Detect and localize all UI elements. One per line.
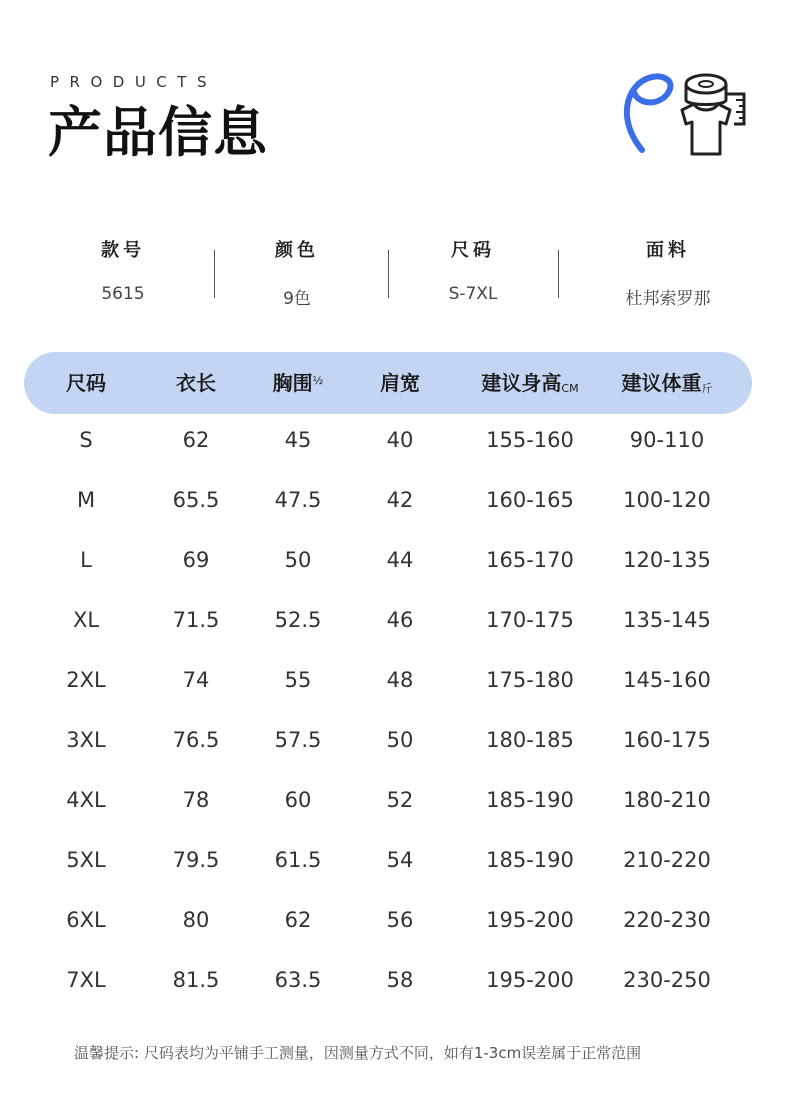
info-fabric <box>583 236 753 309</box>
table-cell: 69 <box>182 548 210 572</box>
info-label: 颜色 <box>275 240 319 261</box>
tshirt-measuring-tape-icon <box>620 66 752 162</box>
table-cell: 100-120 <box>623 488 711 512</box>
table-row <box>0 590 790 650</box>
info-label: 尺码 <box>451 240 495 261</box>
info-value: S-7XL <box>448 284 498 304</box>
table-cell: 62 <box>182 428 210 452</box>
table-cell: 47.5 <box>274 488 322 512</box>
table-cell: 2XL <box>66 668 106 692</box>
table-row <box>0 710 790 770</box>
table-cell: 65.5 <box>172 488 220 512</box>
table-cell: 44 <box>386 548 414 572</box>
table-cell: 46 <box>386 608 414 632</box>
column-header-unit: ½ <box>312 374 324 387</box>
table-cell: 195-200 <box>486 908 574 932</box>
info-label: 款号 <box>101 240 145 261</box>
table-cell: XL <box>72 608 100 632</box>
table-cell: 3XL <box>66 728 106 752</box>
table-cell: 57.5 <box>274 728 322 752</box>
table-cell: 185-190 <box>486 788 574 812</box>
table-cell: 71.5 <box>172 608 220 632</box>
column-header <box>622 352 713 414</box>
column-header-label: 肩宽 <box>380 371 420 395</box>
table-cell: 145-160 <box>623 668 711 692</box>
table-cell: 56 <box>386 908 414 932</box>
table-cell: 45 <box>284 428 312 452</box>
column-header <box>66 352 106 414</box>
column-header-unit: 斤 <box>701 382 713 395</box>
table-cell: S <box>79 428 93 452</box>
product-info <box>0 236 790 309</box>
table-cell: 120-135 <box>623 548 711 572</box>
info-value: 9色 <box>283 289 311 309</box>
table-cell: M <box>76 488 96 512</box>
table-cell: 6XL <box>66 908 106 932</box>
table-cell: 79.5 <box>172 848 220 872</box>
size-table-header-cells <box>0 352 790 414</box>
table-cell: 50 <box>386 728 414 752</box>
table-row <box>0 530 790 590</box>
column-header <box>481 352 578 414</box>
table-cell: L <box>80 548 92 572</box>
table-cell: 160-165 <box>486 488 574 512</box>
info-value: 5615 <box>101 284 145 304</box>
table-cell: 48 <box>386 668 414 692</box>
table-cell: 180-185 <box>486 728 574 752</box>
table-row <box>0 950 790 1010</box>
table-cell: 42 <box>386 488 414 512</box>
table-cell: 54 <box>386 848 414 872</box>
info-label: 面料 <box>646 240 690 261</box>
page-title: 产品信息 <box>48 101 268 164</box>
table-row <box>0 650 790 710</box>
table-cell: 135-145 <box>623 608 711 632</box>
table-row <box>0 410 790 470</box>
table-row <box>0 890 790 950</box>
table-cell: 63.5 <box>274 968 322 992</box>
column-header <box>273 352 324 414</box>
table-cell: 40 <box>386 428 414 452</box>
table-cell: 185-190 <box>486 848 574 872</box>
column-header-label: 尺码 <box>66 371 106 395</box>
table-row <box>0 830 790 890</box>
table-cell: 160-175 <box>623 728 711 752</box>
info-value: 杜邦索罗那 <box>625 289 711 309</box>
column-header-label: 衣长 <box>176 371 216 395</box>
column-header-label: 建议体重 <box>621 371 702 395</box>
table-cell: 76.5 <box>172 728 220 752</box>
table-cell: 165-170 <box>486 548 574 572</box>
column-header-label: 建议身高 <box>481 371 562 395</box>
table-cell: 155-160 <box>486 428 574 452</box>
products-subtitle: PRODUCTS <box>50 73 217 91</box>
table-cell: 52 <box>386 788 414 812</box>
table-cell: 170-175 <box>486 608 574 632</box>
size-table-body <box>0 410 790 1010</box>
table-row <box>0 470 790 530</box>
table-cell: 80 <box>182 908 210 932</box>
table-cell: 210-220 <box>623 848 711 872</box>
table-cell: 50 <box>284 548 312 572</box>
table-cell: 61.5 <box>274 848 322 872</box>
table-cell: 81.5 <box>172 968 220 992</box>
column-header-label: 胸围 <box>272 371 313 395</box>
column-header <box>380 352 420 414</box>
table-cell: 230-250 <box>623 968 711 992</box>
table-cell: 90-110 <box>629 428 705 452</box>
table-row <box>0 770 790 830</box>
table-cell: 195-200 <box>486 968 574 992</box>
info-size <box>388 236 558 304</box>
column-header-unit: CM <box>561 382 579 395</box>
table-cell: 78 <box>182 788 210 812</box>
table-cell: 62 <box>284 908 312 932</box>
table-cell: 5XL <box>66 848 106 872</box>
divider <box>558 250 559 298</box>
table-cell: 74 <box>182 668 210 692</box>
table-cell: 52.5 <box>274 608 322 632</box>
table-cell: 58 <box>386 968 414 992</box>
info-style-number <box>38 236 208 304</box>
table-cell: 175-180 <box>486 668 574 692</box>
table-cell: 60 <box>284 788 312 812</box>
table-cell: 7XL <box>66 968 106 992</box>
table-cell: 180-210 <box>623 788 711 812</box>
table-cell: 4XL <box>66 788 106 812</box>
measurement-note: 温馨提示: 尺码表均为平铺手工测量，因测量方式不同，如有1-3cm误差属于正常范围 <box>74 1044 642 1062</box>
table-cell: 55 <box>284 668 312 692</box>
info-color <box>212 236 382 309</box>
column-header <box>176 352 216 414</box>
table-cell: 220-230 <box>623 908 711 932</box>
